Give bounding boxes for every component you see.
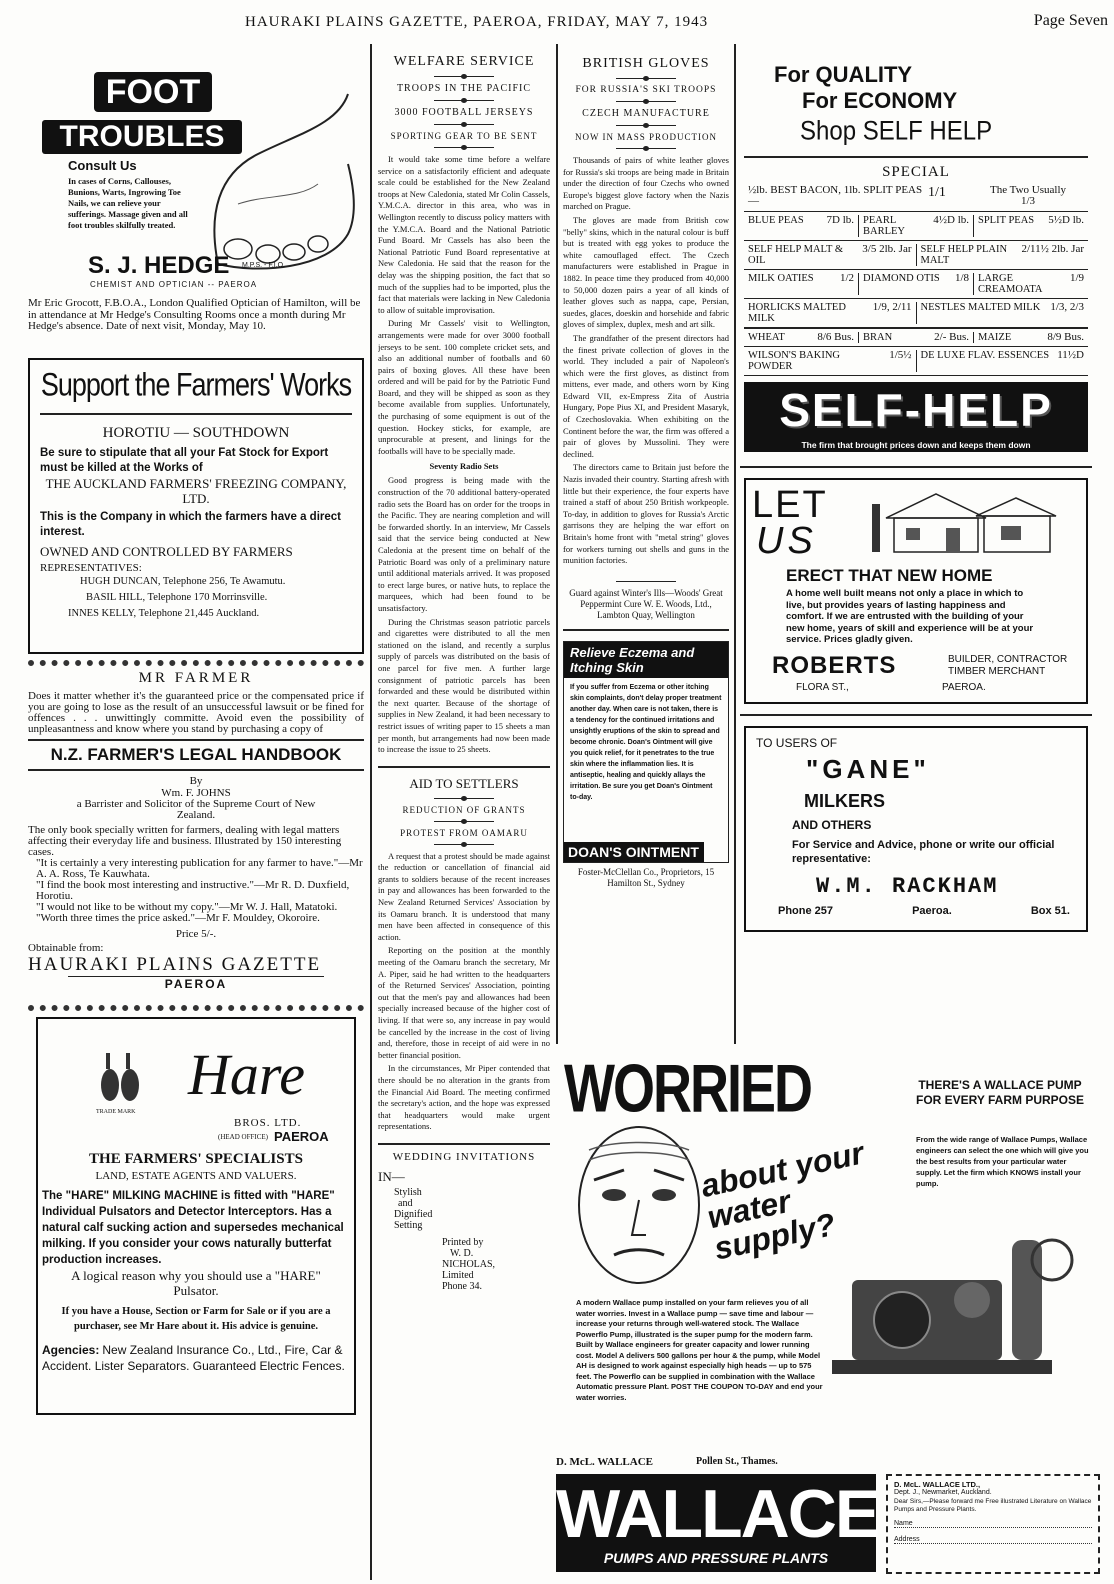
author-name: Wm. F. JOHNS: [161, 787, 231, 799]
mr-farmer-ad: [28, 660, 364, 991]
price-item-name: WILSON'S BAKING POWDER: [748, 350, 841, 372]
farmers-works-sub: HOROTIU — SOUTHDOWN: [102, 425, 290, 441]
rep-list: [40, 574, 352, 622]
settlers-para: Reporting on the position at the monthly meeting of the Oamaru branch the secretary, Mr A. Piper, said he had written to the headquarters of the Returned Services' Association, pointing out that the men's pay and allowances had been specially increased because of the higher cost of living. If that were so, any increase in pay would be cancelled by the increase in the cost of living and, therefore, those in receipt of aid were in no better financial position.: [378, 945, 550, 1060]
hare-logo: Hare: [188, 1042, 306, 1107]
self-help-logo: SELF-HELP: [779, 384, 1053, 436]
price-cell: [974, 215, 1088, 237]
rep-item: HUGH DUNCAN, Telephone 256, Te Awamutu.: [80, 576, 286, 587]
wallace-street: Pollen St., Thames.: [696, 1456, 778, 1467]
settlers-para: A request that a protest should be made against the reduction or cancellation of financial aid grants to soldiers because of the recent increases in pay and allowances has been forwarded to the New Zealand Returned Services' Association by its Oamaru branch. It is understood that many men have been affected in consequence of this action.: [378, 850, 550, 942]
wallace-ad: [556, 1050, 1102, 1580]
price-cell: [744, 350, 917, 372]
price-row: [744, 241, 1088, 270]
gane-ad: [744, 726, 1088, 932]
price-item-price: 1/9: [1069, 272, 1084, 284]
hare-bros: BROS. LTD.: [234, 1117, 302, 1129]
eczema-ad: [563, 641, 729, 863]
roberts-street: FLORA ST.,: [796, 682, 849, 693]
foot-body: In cases of Corns, Callouses, Bunions, Warts, Ingrowing Toe Nails, we can relieve your sufferings. Massage given and all foot troubles skilfully treated.: [68, 176, 188, 230]
gane-others: AND OTHERS: [792, 818, 872, 832]
gloves-sub1: FOR RUSSIA'S SKI TROOPS: [575, 85, 717, 95]
price-item-price: 7D lb.: [826, 214, 854, 226]
price-item-price: 5½D lb.: [1048, 214, 1084, 226]
bacon-offer: [744, 181, 1088, 212]
price-item-name: PEARL BARLEY: [863, 215, 905, 237]
price-cell: [917, 350, 1089, 372]
hare-paeroa: PAEROA: [274, 1129, 329, 1144]
gane-milkers: MILKERS: [804, 791, 885, 811]
price-row: [744, 347, 1088, 376]
foot-illustration: [178, 64, 358, 284]
farmers-works-line2: This is the Company in which the farmers have a direct interest.: [40, 511, 341, 538]
mr-farmer-title: MR FARMER: [138, 670, 254, 686]
gazette-town: PAEROA: [68, 976, 324, 991]
price-item-price: 2/- Bus.: [934, 331, 969, 343]
price-row: [744, 299, 1088, 328]
quote-item: "I would not like to be without my copy."—Mr W. J. Hall, Matatoki.: [36, 901, 338, 913]
style-word: Setting: [394, 1219, 423, 1231]
agencies-text: New Zealand Insurance Co., Ltd., Fire, Car & Accident. Lister Separators. Guaranteed Electric Fences.: [42, 1343, 345, 1373]
bacon-note: The Two Usually 1/3: [989, 184, 1067, 207]
price-item-name: SELF HELP PLAIN MALT: [920, 244, 1008, 266]
coupon-to: D. McL. WALLACE LTD.,: [894, 1480, 981, 1489]
newspaper-title: HAURAKI PLAINS GAZETTE, PAEROA, FRIDAY, MAY 7, 1943: [245, 14, 709, 30]
book-price: Price 5/-.: [175, 928, 217, 940]
price-item-price: 11½D: [1057, 349, 1084, 361]
roberts-town: PAEROA.: [942, 682, 986, 693]
printer-line: NICHOLAS,: [442, 1258, 496, 1270]
price-item-price: 8/6 Bus.: [817, 331, 854, 343]
wallace-range: From the wide range of Wallace Pumps, Wallace engineers can select the one which will give you the best results from your particular water supply. Let the firm which KNOWS install your pump.: [916, 1135, 1089, 1188]
price-item-price: 1/9, 2/11: [872, 301, 912, 313]
price-grid: [744, 212, 1088, 376]
roberts-trade2: TIMBER MERCHANT: [948, 666, 1046, 677]
price-cell: [859, 215, 974, 237]
column-4: [740, 44, 1092, 1044]
price-item-price: 1/5½: [889, 349, 912, 361]
price-item-name: WHEAT: [748, 332, 785, 343]
masthead: [0, 0, 1114, 40]
book-desc: The only book specially written for farmers, dealing with legal matters affecting their everyday life and business. Illustrated by 150 interesting cases.: [28, 824, 342, 858]
hedge-name: S. J. HEDGE: [88, 252, 230, 279]
theres-a-wallace: THERE'S A WALLACE PUMP FOR EVERY FARM PURPOSE: [915, 1078, 1085, 1107]
price-cell: [744, 302, 917, 324]
bacon-desc: ½lb. BEST BACON, 1lb. SPLIT PEAS—: [748, 184, 923, 207]
coupon-name-field[interactable]: Name: [894, 1520, 1092, 1528]
price-cell: [859, 273, 974, 295]
coupon-address-field[interactable]: Address: [894, 1536, 1092, 1544]
farmers-works-ad: [28, 358, 364, 654]
style-word: and: [398, 1197, 413, 1209]
wedding-printer: [442, 1237, 495, 1292]
foot-troubles-ad: [28, 44, 364, 344]
price-item-price: 3/5 2lb. Jar: [862, 243, 912, 255]
hare-ad: [28, 1005, 364, 1415]
self-help-ad: [740, 62, 1092, 452]
hare-house: If you have a House, Section or Farm for Sale or if you are a purchaser, see Mr Hare about it. His advice is genuine.: [61, 1306, 331, 1332]
quote-item: "Worth three times the price asked."—Mr F. Mouldey, Okoroire.: [36, 912, 320, 924]
hare-specialists: THE FARMERS' SPECIALISTS: [89, 1151, 303, 1167]
style-word: Stylish: [394, 1186, 422, 1198]
coupon-dept: Dept. J., Newmarket, Auckland.: [894, 1489, 992, 1496]
price-item-name: BLUE PEAS: [748, 215, 804, 226]
hare-land: LAND, ESTATE AGENTS AND VALUERS.: [95, 1170, 297, 1182]
rackham-name: W.M. RACKHAM: [816, 874, 999, 899]
gazette-name: HAURAKI PLAINS GAZETTE: [28, 954, 322, 975]
worried-heading: WORRIED: [564, 1051, 811, 1127]
price-cell: [859, 332, 974, 343]
welfare-sub4: Seventy Radio Sets: [429, 461, 499, 472]
price-item-name: DE LUXE FLAV. ESSENCES: [920, 350, 1050, 361]
gloves-para: The grandfather of the present directors had the finest private collection of gloves in the world. They included a pair of Napoleon's which were the first gloves, as distinct from mittens, ever made, and others worn by King Edward VII, ex-Empress Zita of Austria Hungary, Pope Pius XI, and President Masaryk, of Czechoslovakia. When exhibiting on the Continent before the war, the firm was offered a pair of gloves by Mussolini. They were declined.: [563, 332, 729, 459]
eczema-body: If you suffer from Eczema or other itching skin complaints, don't delay proper treatment another day. When care is not taken, there is a tendency for the continued irritations and unsightly eruptions of the skin to spread and become chronic. Doan's Ointment will give you quick relief, for it penetrates to the true skin where the inflammation lies. It is antiseptic, healing and quickly allays the irritation. Be sure you get Doan's Ointment to-day.: [570, 683, 722, 801]
column-1: [28, 44, 364, 1580]
printer-line: Phone 34.: [442, 1280, 482, 1292]
price-item-name: HORLICKS MALTED MILK: [748, 302, 846, 324]
price-item-price: 4½D lb.: [933, 214, 969, 226]
price-item-price: 1/8: [954, 272, 969, 284]
gane-name: "GANE": [806, 754, 930, 784]
wallace-dealer: D. McL. WALLACE: [556, 1456, 653, 1468]
price-cell: [744, 215, 859, 237]
worried-face-illustration: [564, 1120, 714, 1290]
woods-ad: Guard against Winter's Ills—Woods' Great Peppermint Cure W. E. Woods, Ltd., Lambton Quay, Wellington: [569, 587, 723, 620]
book-title: N.Z. FARMER'S LEGAL HANDBOOK: [50, 745, 342, 764]
gloves-sub2: CZECH MANUFACTURE: [582, 108, 710, 119]
us-word: US: [756, 520, 817, 562]
special-heading: SPECIAL: [882, 164, 950, 180]
price-row: [744, 270, 1088, 299]
self-help-economy: For ECONOMY: [802, 88, 958, 113]
settlers-para: In the circumstances, Mr Piper contended that there should be no alteration in the grants from the Financial Aid Board. The meeting confirmed the secretary's action, and the hope was expressed that headquarters would make urgent representations.: [378, 1063, 550, 1132]
price-item-name: NESTLES MALTED MILK: [920, 302, 1041, 313]
price-item-name: MAIZE: [978, 332, 1012, 343]
gloves-para: Thousands of pairs of white leather gloves for Russia's ski troops are being made in Britain under the direction of four Czechs who owned Europe's biggest glove factory when the Nazis marched on Prague.: [563, 155, 729, 212]
roberts-ad: [744, 478, 1088, 704]
price-cell: [974, 332, 1088, 343]
mr-farmer-intro: Does it matter whether it's the guaranteed price or the compensated price if you are going to lose as the result of an unsuccessful lawsuit or be fined for offences . . . unwittingly committe. Avoid even the possibility of unpleasantness and know where you stand by purchasing a copy of: [28, 690, 364, 735]
hare-milking: The "HARE" MILKING MACHINE is fitted with "HARE" Individual Pulsators and Detector Interceptors. Has a natural calf sucking action and supersedes mechanical milking. If you consider your cows naturally butterfat production increases.: [42, 1190, 344, 1266]
wallace-coupon: [886, 1474, 1100, 1574]
price-item-price: 1/3, 2/3: [1050, 301, 1084, 313]
quote-list: [28, 858, 364, 924]
gloves-title: BRITISH GLOVES: [582, 56, 710, 71]
price-item-name: DIAMOND OTIS: [863, 273, 940, 284]
wedding-in: IN—: [378, 1168, 405, 1184]
eczema-title: Relieve Eczema and Itching Skin: [564, 642, 728, 678]
welfare-para: During Mr Cassels' visit to Wellington, arrangements were made for over 3000 football jerseys to be sent. 100 complete cricket sets, and also an additional number of footballs and 60 pairs of boxing gloves. All these have been ordered and will be paid for by the Patriotic Fund Board, and they will be shipped as soon as they become available from supplies. Unfortunately, the purchasing of some equipment is out of the question. Hockey sticks, for example, are unprocurable at present, and linings for the footballs will have to be specially made.: [378, 318, 550, 456]
price-row: [744, 212, 1088, 241]
welfare-title: WELFARE SERVICE: [393, 54, 535, 69]
price-cell: [974, 273, 1088, 295]
welfare-sub3: SPORTING GEAR TO BE SENT: [390, 131, 538, 141]
about-water-heading: about your water supply?: [697, 1134, 867, 1267]
price-cell: [744, 332, 859, 343]
roberts-trade1: BUILDER, CONTRACTOR: [948, 654, 1068, 665]
welfare-sub1: TROOPS IN THE PACIFIC: [396, 83, 532, 94]
trademark-label: TRADE MARK: [96, 1109, 136, 1115]
rep-item: INNES KELLY, Telephone 21,445 Auckland.: [68, 608, 260, 619]
welfare-para: It would take some time before a welfare service on a satisfactorily efficient and adequate scale could be established for the New Zealand troops at New Caledonia, stated Mr Colin Cassels, Y.M.C.A. director in this area, who was in Wellington recently to discuss policy matters with the Y.M.C.A. Board and the National Patriotic Fund Board. Mr Cassels has also been the National Patriotic Fund Board representative at New Caledonia. He said that the reason for the delay was the shipping position, the fact that so much of the supplies had to be imported, plus the fact that materials were lacking in New Caledonia to allow of suitable improvisation.: [378, 154, 550, 315]
column-rule: [370, 44, 372, 1580]
price-cell: [917, 302, 1089, 324]
self-help-banner: [744, 382, 1088, 452]
hare-reason: A logical reason why you should use a "HARE" Pulsator.: [71, 1268, 321, 1298]
author-desc: a Barrister and Solicitor of the Supreme Court of New Zealand.: [76, 798, 316, 821]
pump-illustration: [822, 1220, 1092, 1400]
printer-line: W. D.: [450, 1247, 474, 1259]
wedding-body: [378, 1185, 550, 1305]
gane-service: For Service and Advice, phone or write our official representative:: [792, 839, 1055, 865]
hare-trademark-icon: [98, 1049, 144, 1107]
house-illustration: [866, 488, 1066, 558]
gloves-para: The directors came to Britain just before the Nazis invaded their country. Starting afresh with little but their experience, the four experts have trained a staff of about 250 British workpeople. To-day, in addition to gloves for Russia's Arctic garrisons they are helping the war effort on Britain's home front with "metal string" gloves for workers turning out shells and guns in the munition factories.: [563, 462, 729, 566]
gloves-sub3: NOW IN MASS PRODUCTION: [574, 132, 718, 142]
gane-to: TO USERS OF: [756, 736, 838, 750]
obtain-label: Obtainable from:: [28, 942, 104, 954]
quote-item: "I find the book most interesting and instructive."—Mr R. D. Duxfield, Horotiu.: [36, 879, 350, 902]
farmers-works-line1: Be sure to stipulate that all your Fat Stock for Export must be killed at the Works of: [40, 447, 329, 474]
wallace-tag: PUMPS AND PRESSURE PLANTS: [603, 1550, 829, 1566]
price-item-name: SPLIT PEAS: [978, 215, 1035, 226]
price-item-name: MILK OATIES: [748, 273, 814, 284]
doans-brand: DOAN'S OINTMENT: [564, 842, 704, 862]
wallace-body: A modern Wallace pump installed on your farm relieves you of all water worries. Invest in a Wallace pump — save time and labour — increase your returns through well-watered stock. The Wallace Powerflo Pump, illustrated is the super pump for the modern farm. Built by Wallace engineers for greater capacity and lower running cost. Model A delivers 500 gallons per hour & the pump, while Model AH is designed to work against especially high heads — up to 575 feet. The Powerflo can be supplied in combination with the Wallace Automatic pressure Plant. POST THE COUPON TO-DAY and end your water worries.: [576, 1298, 823, 1402]
page-number: Page Seven: [1033, 12, 1108, 29]
optician-notice: Mr Eric Grocott, F.B.O.A., London Qualified Optician of Hamilton, will be in attendance at Mr Hedge's Consulting Rooms once a month during Mr Hedge's absence. Date of next visit, Monday, May 10.: [28, 297, 361, 332]
bacon-price: 1/1: [928, 185, 946, 200]
roberts-name: ROBERTS: [772, 652, 897, 679]
coupon-text: Dear Sirs,—Please forward me Free illustrated Literature on Wallace Pumps and Pressure Plants.: [894, 1498, 1092, 1513]
price-cell: [744, 273, 859, 295]
roberts-body: A home well built means not only a place in which to live, but provides years of lasting happiness and comfort. If we are entrusted with the building of your new home, years of skill and experience will be at your service. Prices gladly given.: [786, 588, 1034, 645]
wedding-styles: [394, 1187, 432, 1231]
welfare-para: Good progress is being made with the construction of the 70 additional battery-operated radio sets the Board has on order for the troops in the Pacific. They are nearing completion and will be forwarded shortly. In an interview, Mr Cassels said that the service being conducted at New Caledonia at the present time on behalf of the Patriotic Board was only of a preliminary nature until additional materials arrived. It was proposed to erect large bures, or native huts, to replace the marquees, which had been found to be unsatisfactory.: [378, 475, 550, 613]
foot-word: FOOT: [94, 72, 212, 112]
gane-contacts: [756, 899, 1076, 917]
wallace-logo: WALLACE: [556, 1474, 876, 1572]
wedding-title: WEDDING INVITATIONS: [392, 1150, 536, 1163]
price-cell: [917, 244, 1089, 266]
hedge-trade: CHEMIST AND OPTICIAN -- PAEROA: [90, 280, 258, 289]
settlers-sub2: PROTEST FROM OAMARU: [400, 827, 528, 838]
price-cell: [744, 244, 917, 266]
rep-item: BASIL HILL, Telephone 170 Morrinsville.: [86, 592, 268, 603]
by-label: By: [189, 775, 203, 787]
price-row: [744, 328, 1088, 347]
price-item-price: 8/9 Bus.: [1047, 331, 1084, 343]
hedge-quals: M.P.S. - F.I.O.: [242, 262, 286, 269]
farmers-works-title: Support the Farmers' Works: [40, 366, 352, 403]
agencies-label: Agencies:: [42, 1343, 100, 1357]
price-item-name: LARGE CREAMOATA: [978, 273, 1043, 295]
column-2: [378, 44, 550, 1580]
consult-heading: Consult Us: [68, 158, 137, 173]
price-item-price: 2/11½ 2lb. Jar: [1021, 243, 1084, 255]
self-help-quality: For QUALITY: [774, 62, 913, 87]
gane-box: Box 51.: [1030, 905, 1070, 917]
settlers-sub1: REDUCTION OF GRANTS: [402, 804, 526, 815]
price-item-price: 1/2: [839, 272, 854, 284]
price-item-name: SELF HELP MALT & OIL: [748, 244, 844, 266]
style-word: Dignified: [394, 1208, 433, 1220]
farmers-works-owned: OWNED AND CONTROLLED BY FARMERS: [40, 544, 293, 559]
column-rule: [556, 44, 558, 1044]
quote-item: "It is certainly a very interesting publication for any farmer to have."—Mr A. A. Ross, Te Kauwhata.: [36, 857, 363, 880]
hare-agencies: [38, 1342, 354, 1374]
farmers-works-reps-label: REPRESENTATIVES:: [40, 562, 142, 574]
printer-line: Printed by: [442, 1236, 484, 1248]
self-help-slogan: The firm that brought prices down and keeps them down: [801, 440, 1031, 450]
column-3: [563, 44, 729, 1044]
price-item-name: BRAN: [863, 332, 893, 343]
welfare-para: During the Christmas season patriotic parcels and cigarettes were distributed to all the men stationed on the island, and recently a surplus supply of parcels was distributed on the basis of one parcel for five men. A further large consignment of patriotic parcels has been forwarded and these would be distributed within the next quarter. Because of the shortage of supplies in New Zealand, it had been necessary to restrict issues of writing paper to 15 sheets a man per month, but arrangements had now been made to increase the issue to 25 sheets.: [378, 616, 550, 755]
troubles-word: TROUBLES: [42, 120, 242, 154]
gloves-para: The gloves are made from British cow "belly" skins, which in the natural colour is buff but is treated with egg yokes to produce the white camouflaged effect. The Czech manufacturers were established in Prague in 1882. In peace time they produced from 40,000 to 50,000 dozen pairs a year of all kinds of leather gloves such as nappa, cape, Persian, suedes, glaces, doeskin and horsehide and fabric gloves of simplex, duplex, mesh and art silk.: [563, 214, 729, 330]
self-help-shop: Shop SELF HELP: [800, 116, 993, 147]
gane-phone: Phone 257: [778, 905, 834, 917]
farmers-works-company: THE AUCKLAND FARMERS' FREEZING COMPANY, LTD.: [45, 476, 347, 506]
welfare-sub2: 3000 FOOTBALL JERSEYS: [394, 107, 534, 118]
doans-maker: Foster-McClellan Co., Proprietors, 15 Hamilton St., Sydney: [577, 866, 715, 888]
column-rule: [734, 44, 736, 1044]
head-office-label: (HEAD OFFICE): [218, 1133, 268, 1141]
let-word: LET: [752, 484, 828, 526]
erect-heading: ERECT THAT NEW HOME: [786, 566, 993, 585]
printer-line: Limited: [442, 1269, 474, 1281]
settlers-title: AID TO SETTLERS: [409, 775, 519, 791]
gane-town: Paeroa.: [912, 905, 952, 917]
